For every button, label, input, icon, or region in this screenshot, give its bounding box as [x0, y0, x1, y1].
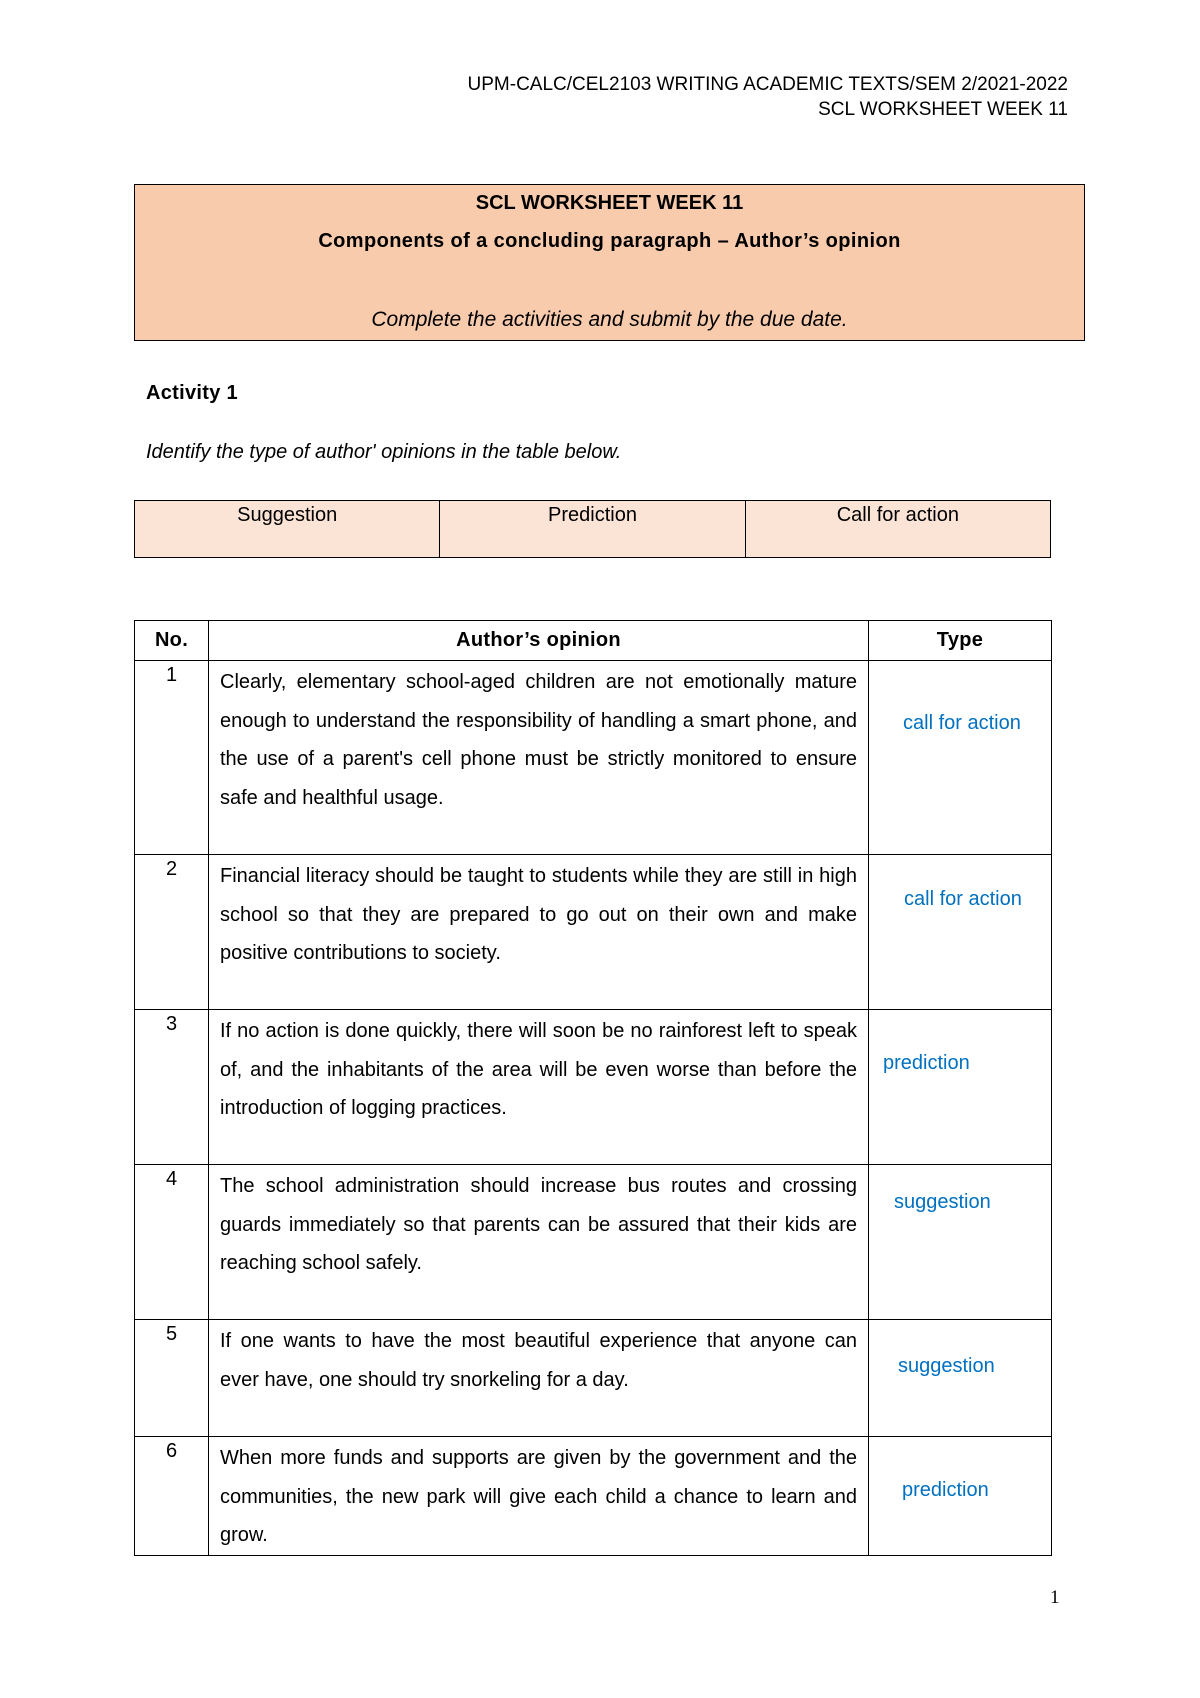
- row-opinion: If no action is done quickly, there will soon be no rainforest left to speak of, and the inhabitants of the area will be even worse than before the introduction of logging practices.: [209, 1010, 869, 1165]
- row-number: 6: [135, 1437, 209, 1556]
- row-type-cell: [869, 1165, 1052, 1320]
- table-row: [135, 661, 1052, 855]
- row-opinion: The school administration should increase bus routes and crossing guards immediately so that parents can be assured that their kids are reaching school safely.: [209, 1165, 869, 1320]
- worksheet-title-box: [134, 184, 1085, 341]
- worksheet-title: SCL WORKSHEET WEEK 11: [475, 192, 744, 214]
- activity-instruction: Identify the type of author' opinions in the table below.: [146, 441, 622, 463]
- opinion-types-table: [134, 500, 1051, 558]
- table-row: [135, 1320, 1052, 1437]
- row-number: 4: [135, 1165, 209, 1320]
- table-row: [135, 855, 1052, 1010]
- row-type-answer: prediction: [902, 1479, 989, 1501]
- row-opinion: Clearly, elementary school-aged children are not emotionally mature enough to understand the responsibility of handling a smart phone, and the use of a parent's cell phone must be strictly monitored to ensure safe and healthful usage.: [209, 661, 869, 855]
- running-header: [468, 72, 1068, 122]
- worksheet-instruction: Complete the activities and submit by the due date.: [371, 308, 848, 331]
- row-type-cell: [869, 855, 1052, 1010]
- row-opinion: If one wants to have the most beautiful experience that anyone can ever have, one should try snorkeling for a day.: [209, 1320, 869, 1437]
- row-type-answer: call for action: [904, 888, 1022, 910]
- row-type-cell: [869, 1320, 1052, 1437]
- activity-heading: Activity 1: [146, 382, 238, 404]
- row-number: 3: [135, 1010, 209, 1165]
- row-number: 1: [135, 661, 209, 855]
- table-row: [135, 1437, 1052, 1556]
- row-type-answer: prediction: [883, 1052, 970, 1074]
- table-row: [135, 1165, 1052, 1320]
- row-type-answer: suggestion: [898, 1355, 995, 1377]
- row-number: 5: [135, 1320, 209, 1437]
- column-header-type: Type: [869, 621, 1052, 661]
- column-header-opinion: Author’s opinion: [209, 621, 869, 661]
- row-type-answer: call for action: [903, 712, 1021, 734]
- worksheet-subtitle: Components of a concluding paragraph – Author’s opinion: [318, 230, 901, 252]
- row-opinion: When more funds and supports are given by the government and the communities, the new park will give each child a chance to learn and grow.: [209, 1437, 869, 1556]
- opinion-types-row: [135, 501, 1051, 558]
- author-opinion-table: [134, 620, 1052, 1556]
- option-call-for-action: Call for action: [745, 501, 1050, 558]
- column-header-no: No.: [135, 621, 209, 661]
- row-opinion: Financial literacy should be taught to students while they are still in high school so that they are prepared to go out on their own and make positive contributions to society.: [209, 855, 869, 1010]
- option-suggestion: Suggestion: [135, 501, 440, 558]
- row-type-cell: [869, 1010, 1052, 1165]
- row-number: 2: [135, 855, 209, 1010]
- option-prediction: Prediction: [440, 501, 745, 558]
- header-course-line: UPM-CALC/CEL2103 WRITING ACADEMIC TEXTS/SEM 2/2021-2022: [467, 74, 1068, 95]
- table-row: [135, 1010, 1052, 1165]
- row-type-cell: [869, 1437, 1052, 1556]
- row-type-answer: suggestion: [894, 1191, 991, 1213]
- page-number: 1: [1050, 1587, 1060, 1608]
- table-header-row: [135, 621, 1052, 661]
- header-worksheet-line: SCL WORKSHEET WEEK 11: [818, 99, 1068, 120]
- row-type-cell: [869, 661, 1052, 855]
